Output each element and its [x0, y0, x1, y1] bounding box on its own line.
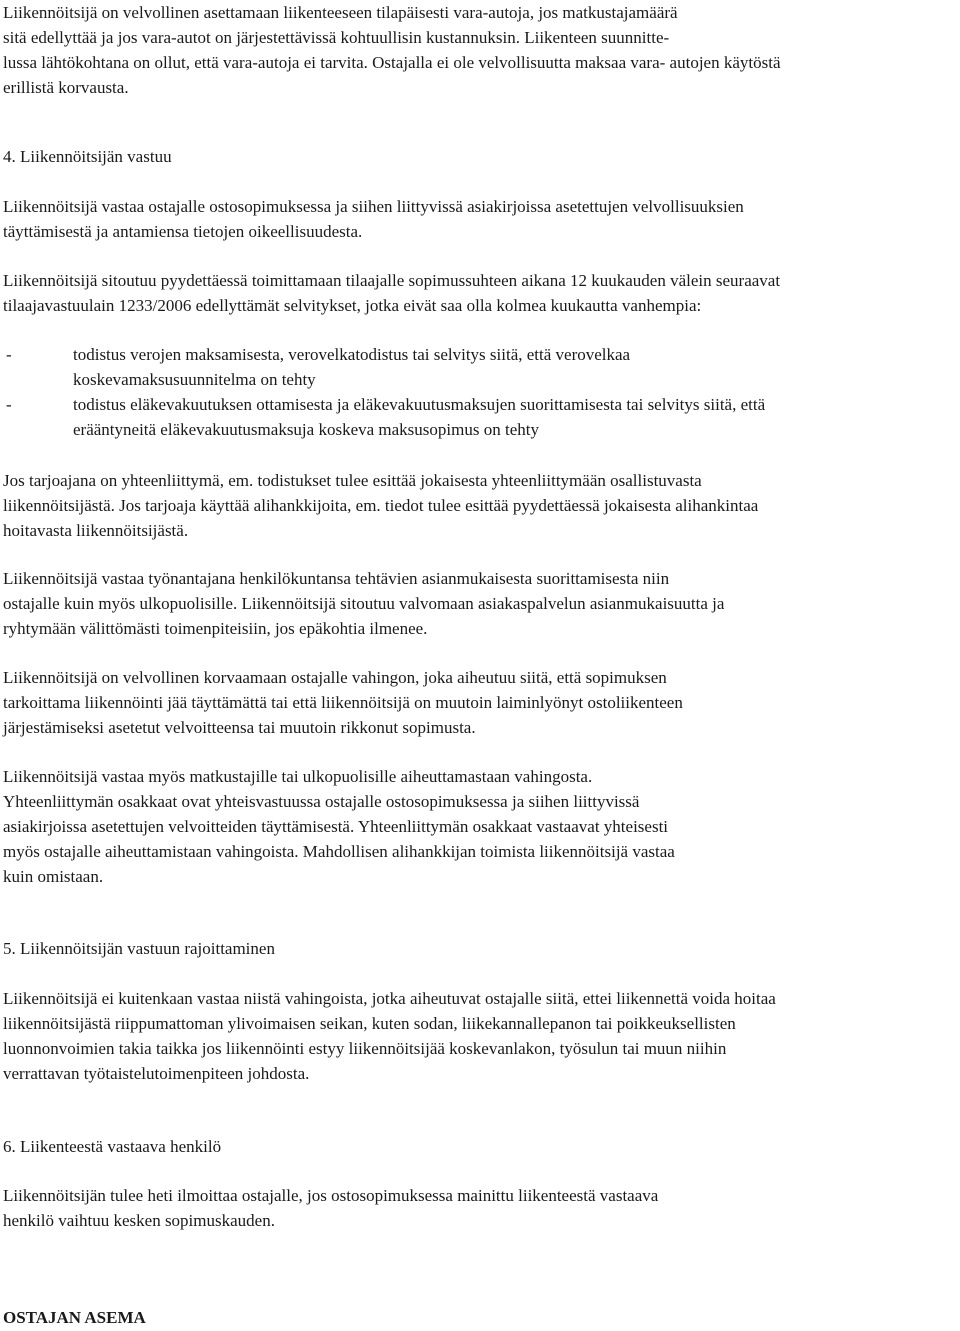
- list-item: [3, 392, 765, 442]
- text-line: Liikennöitsijä ei kuitenkaan vastaa niistä vahingoista, jotka aiheutuvat ostajalle siitä, ettei liikennettä voida hoitaa: [3, 989, 776, 1008]
- section-4-paragraph-6: [3, 764, 675, 889]
- text-line: henkilö vaihtuu kesken sopimuskauden.: [3, 1211, 275, 1230]
- text-line: järjestämiseksi asetetut velvoitteensa tai muutoin rikkonut sopimusta.: [3, 718, 476, 737]
- text-line: Yhteenliittymän osakkaat ovat yhteisvastuussa ostajalle ostosopimuksessa ja siihen liittyvissä: [3, 792, 640, 811]
- text-line: hoitavasta liikennöitsijästä.: [3, 521, 189, 540]
- text-line: liikennöitsijästä. Jos tarjoaja käyttää alihankkijoita, em. tiedot tulee esittää pyydettäessä jokaisesta alihankintaa: [3, 496, 759, 515]
- text-line: myös ostajalle aiheuttamistaan vahingoista. Mahdollisen alihankkijan toimista liikennöitsijä vastaa: [3, 842, 675, 861]
- text-line: ryhtymään välittömästi toimenpiteisiin, jos epäkohtia ilmenee.: [3, 619, 428, 638]
- section-4-paragraph-1: [3, 194, 744, 244]
- section-6-heading: 6. Liikenteestä vastaava henkilö: [3, 1137, 222, 1156]
- text-line: Liikennöitsijä on velvollinen asettamaan liikenteeseen tilapäisesti vara-autoja, jos matkustajamäärä: [3, 3, 678, 22]
- text-line: erillistä korvausta.: [3, 78, 129, 97]
- text-line: tarkoittama liikennöinti jää täyttämättä tai että liikennöitsijä on muutoin laiminlyönyt ostoliikenteen: [3, 693, 683, 712]
- section-4-heading: 4. Liikennöitsijän vastuu: [3, 147, 172, 166]
- bullet-dash: -: [6, 345, 12, 364]
- requirement-list: [3, 342, 765, 442]
- section-5-heading: 5. Liikennöitsijän vastuun rajoittaminen: [3, 939, 275, 958]
- text-line: täyttämisestä ja antamiensa tietojen oikeellisuudesta.: [3, 222, 363, 241]
- section-6-paragraph-1: [3, 1183, 658, 1233]
- text-line: kuin omistaan.: [3, 867, 104, 886]
- text-line: Liikennöitsijä vastaa työnantajana henkilökuntansa tehtävien asianmukaisesta suorittamisesta niin: [3, 569, 670, 588]
- text-line: todistus verojen maksamisesta, verovelkatodistus tai selvitys siitä, että verovelkaa: [73, 345, 631, 364]
- text-line: tilaajavastuulain 1233/2006 edellyttämät selvitykset, jotka eivät saa olla kolmea kuukautta vanhempia:: [3, 296, 702, 315]
- text-line: Liikennöitsijä vastaa myös matkustajille tai ulkopuolisille aiheuttamastaan vahingosta.: [3, 767, 593, 786]
- text-line: Liikennöitsijä sitoutuu pyydettäessä toimittamaan tilaajalle sopimussuhteen aikana 12 kuukauden välein seuraavat: [3, 271, 781, 290]
- text-line: liikennöitsijästä riippumattoman ylivoimaisen seikan, kuten sodan, liikekannallepanon tai poikkeuksellisten: [3, 1014, 736, 1033]
- text-line: verrattavan työtaistelutoimenpiteen johdosta.: [3, 1064, 310, 1083]
- text-line: Jos tarjoajana on yhteenliittymä, em. todistukset tulee esittää jokaisesta yhteenliittymään osallistuvasta: [3, 471, 702, 490]
- ostajan-asema-heading: OSTAJAN ASEMA: [3, 1308, 146, 1327]
- bullet-dash: -: [6, 395, 12, 414]
- list-item: [3, 342, 765, 392]
- intro-paragraph: [3, 0, 780, 100]
- text-line: sitä edellyttää ja jos vara-autot on järjestettävissä kohtuullisin kustannuksin. Liikenteen suunnitte-: [3, 28, 670, 47]
- section-4-paragraph-4: [3, 566, 724, 641]
- section-4-paragraph-2: [3, 268, 780, 318]
- text-line: asiakirjoissa asetettujen velvoitteiden täyttämisestä. Yhteenliittymän osakkaat vastaavat yhteisesti: [3, 817, 669, 836]
- text-line: lussa lähtökohtana on ollut, että vara-autoja ei tarvita. Ostajalla ei ole velvollisuutta maksaa vara- autojen käytöstä: [3, 53, 781, 72]
- text-line: Liikennöitsijä vastaa ostajalle ostosopimuksessa ja siihen liittyvissä asiakirjoissa asetettujen velvollisuuksien: [3, 197, 744, 216]
- section-4-paragraph-3: [3, 468, 758, 543]
- text-line: Liikennöitsijän tulee heti ilmoittaa ostajalle, jos ostosopimuksessa mainittu liikenteestä vastaava: [3, 1186, 659, 1205]
- section-5-paragraph-1: [3, 986, 776, 1086]
- text-line: luonnonvoimien takia taikka jos liikennöinti estyy liikennöitsijää koskevanlakon, työsulun tai muun niihin: [3, 1039, 727, 1058]
- section-4-paragraph-5: [3, 665, 683, 740]
- text-line: ostajalle kuin myös ulkopuolisille. Liikennöitsijä sitoutuu valvomaan asiakaspalvelun asianmukaisuutta ja: [3, 594, 725, 613]
- text-line: koskevamaksusuunnitelma on tehty: [73, 370, 316, 389]
- text-line: Liikennöitsijä on velvollinen korvaamaan ostajalle vahingon, joka aiheutuu siitä, että sopimuksen: [3, 668, 667, 687]
- text-line: erääntyneitä eläkevakuutusmaksuja koskeva maksusopimus on tehty: [73, 420, 539, 439]
- text-line: todistus eläkevakuutuksen ottamisesta ja eläkevakuutusmaksujen suorittamisesta tai selvitys siitä, että: [73, 395, 766, 414]
